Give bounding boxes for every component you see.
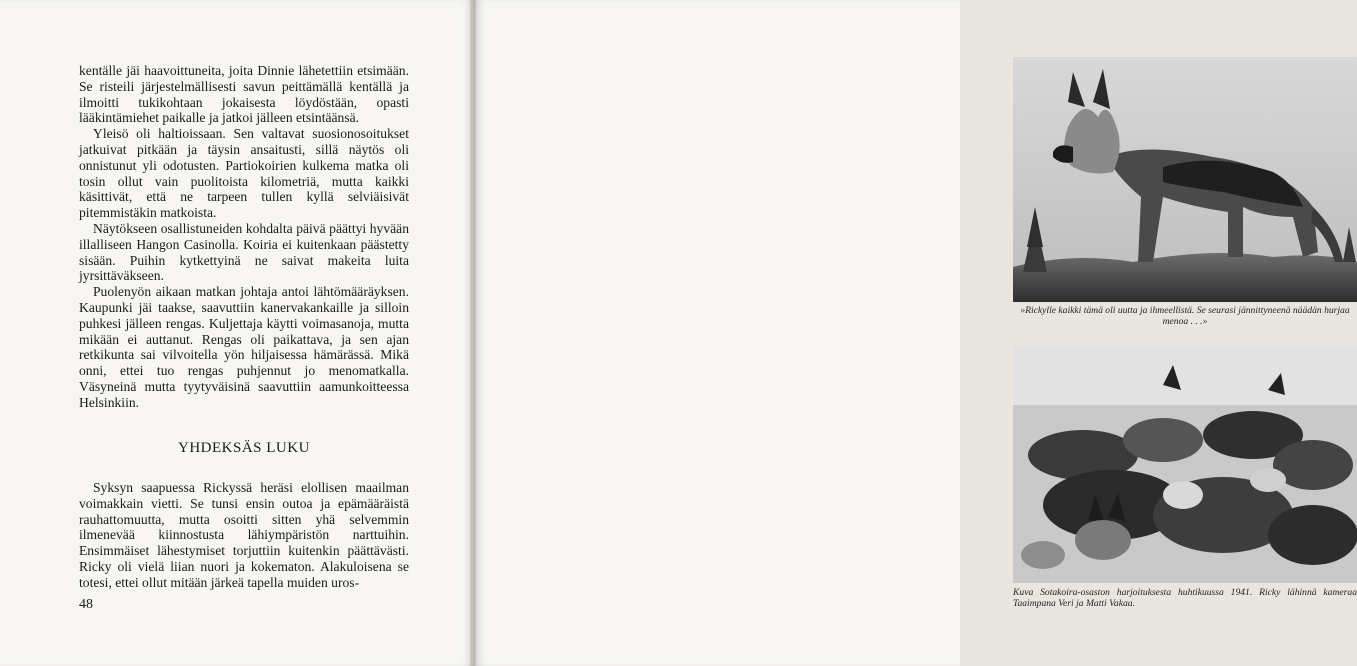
paragraph: kentälle jäi haavoittuneita, joita Dinnie lähetettiin etsimään. Se risteili järjestelmällisesti savun peittämällä kentällä ja ilmoitti tukikohtaan jokaisesta löydöstään, opasti lääkintämiehet paikalle ja jatkoi jälleen etsintäänsä. <box>79 63 409 126</box>
photo-caption-1: »Rickylle kaikki tämä oli uutta ja ihmeellistä. Se seurasi jännittyneenä näädän hurjaa menoa . . .» <box>1020 305 1350 327</box>
left-page <box>0 0 472 666</box>
page-number: 48 <box>79 597 93 612</box>
paragraph: Puolenyön aikaan matkan johtaja antoi lähtömääräyksen. Kaupunki jäi taakse, saavuttiin kanervakankaille ja silloin puhkesi jälleen rengas. Kuljettaja käytti voimasanoja, mutta mikään ei auttanut. Rengas oli paikattava, ja sen ajan retkikunta sai vilvoitella yön hiljaisessa hämärässä. Mikä onni, ettei tuo rengas puhjennut jo menomatkalla. Väsyneinä mutta tyytyväisinä saavuttiin aamunkoitteessa Helsinkiin. <box>79 284 409 410</box>
photo-sled-dog-pack <box>1013 345 1357 583</box>
body-text <box>79 63 409 411</box>
photo-caption-2: Kuva Sotakoira-osaston harjoituksesta huhtikuussa 1941. Ricky lähinnä kameraa Taaimpana Veri ja Matti Vakaa. <box>1013 587 1357 609</box>
paragraph: Näytökseen osallistuneiden kohdalta päivä päättyi hyvään illalliseen Hangon Casinolla. Koiria ei kuitenkaan päästetty sisään. Puihin kytkettyinä ne saivat makeita luita jyrsittäväkseen. <box>79 220 409 284</box>
chapter-opening-paragraph: Syksyn saapuessa Rickyssä heräsi elollisen maailman voimakkain vietti. Se tunsi ensin outoa ja epämääräistä rauhattomuutta, mutta osoitti sitten yhä selvemmin ilmenevää kiinnostusta lähiympäristön narttuihin. Ensimmäiset lähestymiset torjuttiin kuitenkin päättävästi. Ricky oli vielä liian nuori ja kokematon. Alakuloisena se totesi, ettei ollut mitään järkeä tapella muiden uros- <box>79 480 409 590</box>
chapter-heading: YHDEKSÄS LUKU <box>178 440 310 456</box>
photo-german-shepherd <box>1013 57 1357 302</box>
right-page <box>476 0 1357 666</box>
paragraph: Yleisö oli haltioissaan. Sen valtavat suosionosoitukset jatkuivat pitkään ja täysin ansaitusti, sillä näytös oli onnistunut yli odotusten. Partiokoirien kulkema matka oli tosin ollut vain puolitoista kilometriä, mutta kaikki käsittivät, että ne tarpeen tullen kyllä selviäisivät pitemmistäkin matkoista. <box>79 126 409 221</box>
